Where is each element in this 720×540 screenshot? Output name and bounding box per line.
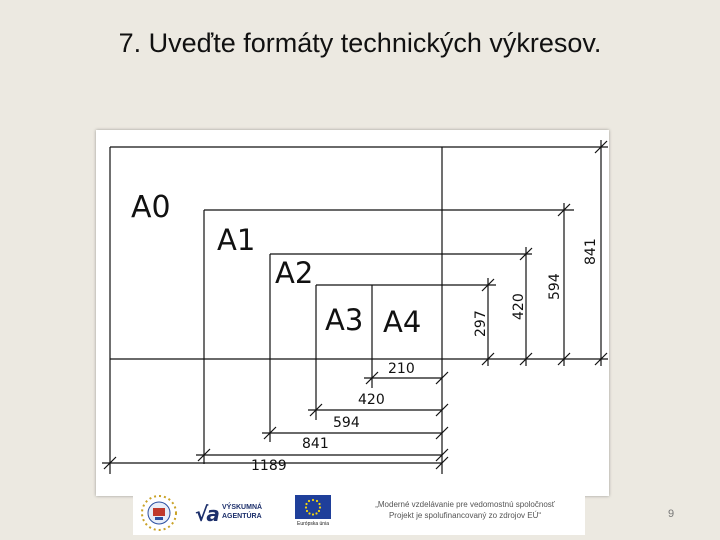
dim-297-label: 297 xyxy=(473,310,489,337)
dim-1189-label: 1189 xyxy=(251,458,287,474)
dim-210-label: 210 xyxy=(388,361,415,377)
formats-drawing xyxy=(96,130,609,496)
label-a4: A4 xyxy=(383,305,422,339)
eu-flag-icon xyxy=(295,495,331,519)
slide-title: 7. Uveďte formáty technických výkresov. xyxy=(118,28,602,58)
dim-841-label: 841 xyxy=(583,238,599,265)
va-logo-text: VÝSKUMNÁ AGENTÚRA xyxy=(222,504,263,520)
dim-841w-label: 841 xyxy=(302,436,329,452)
dim-594-label: 594 xyxy=(547,273,563,300)
label-a2: A2 xyxy=(275,256,314,290)
partner-logos-strip xyxy=(133,492,585,535)
label-a3: A3 xyxy=(325,303,364,337)
eu-caption: Európska únia xyxy=(297,521,329,527)
university-seal-logo xyxy=(139,494,179,532)
quote-line-2: Projekt je spolufinancovaný zo zdrojov EÚ“ xyxy=(388,511,542,520)
va-agency-logo xyxy=(195,500,275,528)
paper-formats-diagram xyxy=(96,130,609,496)
project-quote xyxy=(349,499,581,521)
dim-594w-label: 594 xyxy=(333,415,360,431)
label-a1: A1 xyxy=(217,223,256,257)
page-number: 9 xyxy=(668,508,675,520)
eu-logo xyxy=(293,495,333,531)
dim-420-label: 420 xyxy=(511,293,527,320)
label-a0: A0 xyxy=(131,190,171,225)
dim-420w-label: 420 xyxy=(358,392,385,408)
va-mark-icon: √a xyxy=(195,502,218,526)
quote-line-1: „Moderné vzdelávanie pre vedomostnú spoločnosť xyxy=(375,500,555,509)
